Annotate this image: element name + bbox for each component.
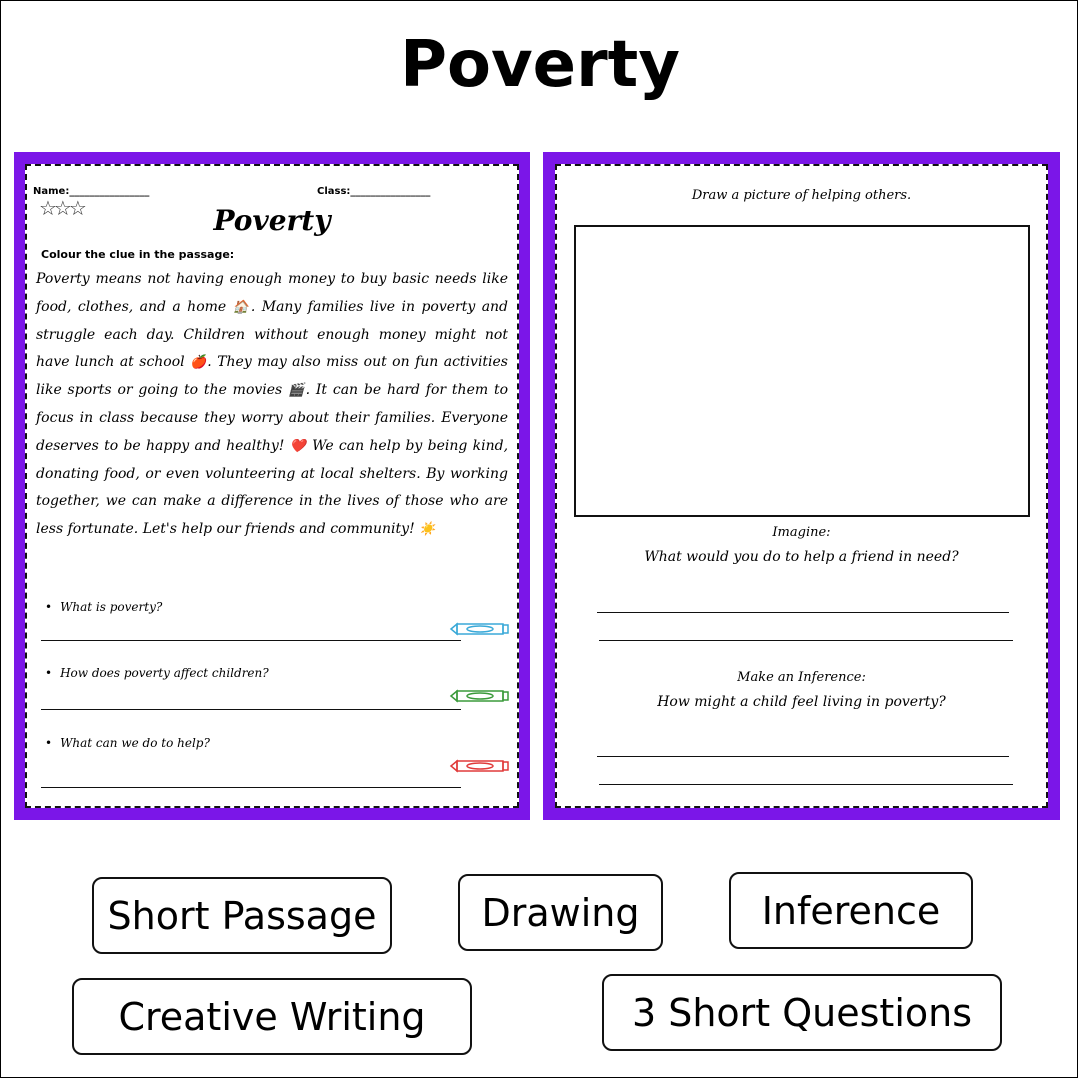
imagine-heading: Imagine:: [772, 525, 831, 540]
tag-creative-writing: Creative Writing: [72, 978, 472, 1055]
tag-inference: Inference: [729, 872, 973, 949]
house-icon: 🏠: [232, 299, 251, 315]
worksheet-page: [555, 164, 1048, 808]
passage-text: . It can be hard for them to focus in class because they worry about their families. Everyone deserves to be happy and healthy!: [36, 382, 509, 454]
answer-line: [41, 709, 461, 710]
worksheet-preview-drawing: [543, 152, 1060, 820]
passage-text: Poverty means not having enough money to buy basic needs like food, clothes, and a home: [36, 271, 508, 315]
page-title: Poverty: [400, 28, 680, 102]
answer-line: [599, 640, 1013, 641]
instruction-text: Colour the clue in the passage:: [41, 248, 235, 261]
question-2: • How does poverty affect children?: [45, 666, 269, 680]
passage-text: . Many families live in poverty and struggle each day. Children without enough money might not have lunch at school: [36, 298, 509, 371]
question-3: • What can we do to help?: [45, 736, 210, 750]
passage-text: We can help by being kind, donating food, or even volunteering at local shelters. By working together, we can make a difference in the lives of those who are less fortunate. Let's help our friends and community!: [36, 437, 509, 538]
reading-passage: [36, 266, 508, 544]
worksheet-preview-passage: [14, 152, 530, 820]
question-1: • What is poverty?: [45, 600, 163, 614]
crayon-icon: [449, 758, 509, 774]
inference-question: How might a child feel living in poverty?: [657, 694, 946, 710]
clapperboard-icon: 🎬: [288, 383, 306, 399]
crayon-icon: [449, 688, 509, 704]
sun-icon: ☀️: [419, 522, 436, 538]
answer-line: [41, 640, 461, 641]
worksheet-title: Poverty: [213, 204, 331, 237]
answer-line: [597, 612, 1009, 613]
imagine-question: What would you do to help a friend in need?: [644, 549, 959, 565]
answer-line: [599, 784, 1013, 785]
passage-text: . They may also miss out on fun activities like sports or going to the movies: [36, 354, 508, 399]
answer-line: [41, 787, 461, 788]
inference-heading: Make an Inference:: [737, 670, 866, 685]
answer-line: [597, 756, 1009, 757]
tag-3-short-questions: 3 Short Questions: [602, 974, 1002, 1051]
apple-icon: 🍎: [190, 355, 208, 371]
class-field-label: Class:________________: [317, 186, 431, 197]
rating-stars-icon: ☆☆☆: [39, 196, 84, 220]
drawing-box: [574, 225, 1030, 517]
tag-short-passage: Short Passage: [92, 877, 392, 954]
tag-drawing: Drawing: [458, 874, 663, 951]
name-field-label: Name:________________: [33, 186, 150, 197]
crayon-icon: [449, 621, 509, 637]
heart-icon: ❤️: [289, 438, 307, 454]
drawing-prompt: Draw a picture of helping others.: [691, 188, 912, 203]
worksheet-page: [25, 164, 519, 808]
